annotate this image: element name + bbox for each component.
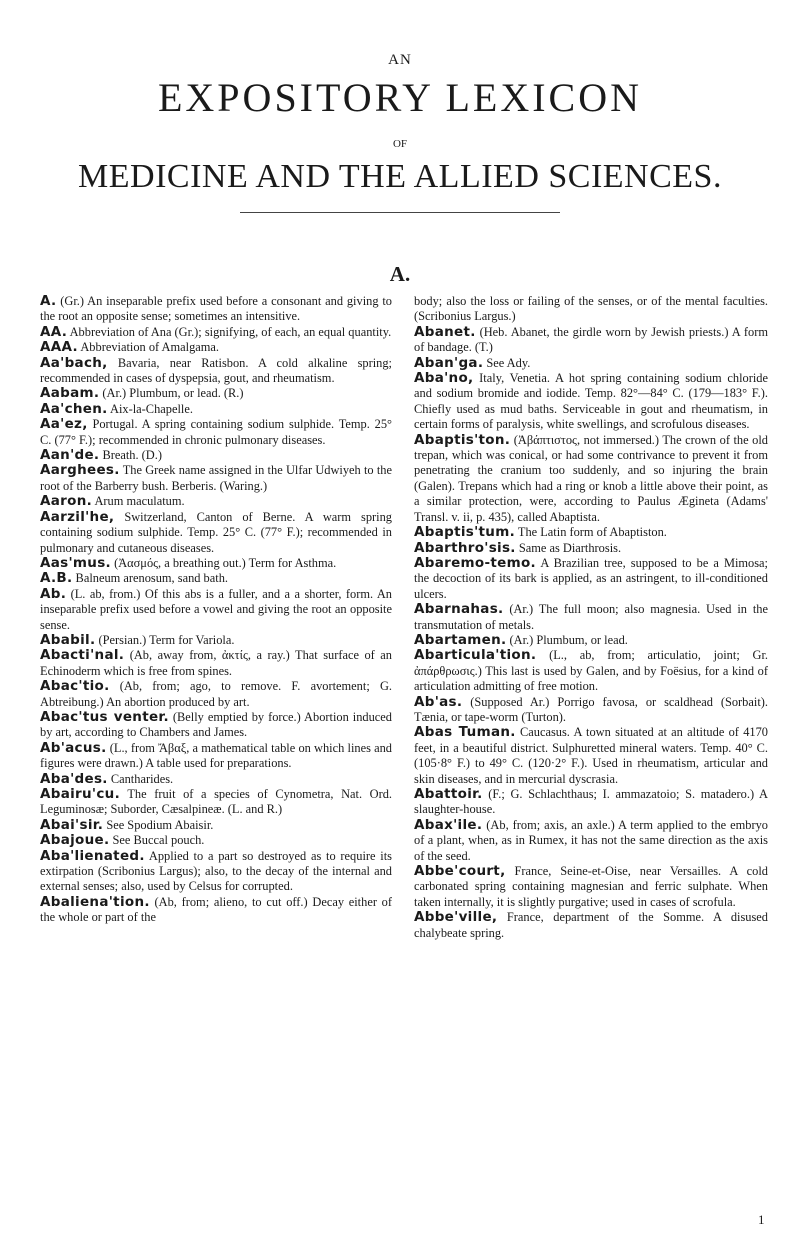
entry-definition: (Belly emptied by force.) Abortion induced by art, according to Chambers and James.: [40, 709, 393, 740]
dictionary-entry: [40, 494, 392, 509]
entry-headword: Ababil.: [40, 631, 96, 648]
dictionary-entry: [414, 695, 768, 726]
entry-definition: body; also the loss or failing of the senses, or of the mental faculties. (Scribonius Largus.): [414, 294, 768, 324]
entry-headword: Abairu'cu.: [40, 786, 120, 802]
entry-definition: See Ady.: [483, 355, 531, 370]
entry-headword: Abaremo-temo.: [414, 554, 536, 571]
entry-definition: (Supposed Ar.) Porrigo favosa, or scaldhead (Sorbait). Tænia, or tape-worm (Turton).: [414, 694, 768, 724]
dictionary-entry: [40, 294, 392, 325]
entry-definition: Bavaria, near Ratisbon. A cold alkaline spring; recommended in cases of dyspepsia, gout, and rheumatism.: [40, 355, 392, 386]
dictionary-entry: [40, 402, 392, 417]
entry-headword: Ab.: [40, 585, 67, 602]
entry-definition: Caucasus. A town situated at an altitude of 4170 feet, in a beautiful district. Sulphuretted mineral waters. Temp. 40° C. (105·8° F.) to 49° C. (120·2° F.). Used in rheumatism, articular and skin diseases, and in mercurial dyscrasia.: [414, 725, 768, 786]
entry-headword: Abarthro'sis.: [414, 539, 516, 556]
left-column: [40, 294, 392, 926]
dictionary-entry: [414, 725, 768, 787]
dictionary-entry: [40, 895, 392, 926]
entry-headword: Aba'no,: [414, 370, 474, 387]
entry-definition: Italy, Venetia. A hot spring containing sodium chloride and sodium bromide and iodide. Temp. 82°—84° C. (179—183° F.). Chiefly used as mud baths. Serviceable in gout and rheumatism, in certain forms of paralysis, white swellings, and scrofulous diseases.: [414, 371, 768, 432]
entry-headword: Ab'acus.: [40, 739, 107, 756]
dictionary-entry: [414, 910, 768, 941]
entry-definition: Switzerland, Canton of Berne. A warm spring containing sodium sulphide. Temp. 25° C. (77° F.); recommended in pulmonary and cutaneous diseases.: [40, 509, 392, 555]
dictionary-entry: [414, 294, 768, 325]
dictionary-entry: [40, 633, 392, 648]
entry-definition: France, department of the Somme. A disused chalybeate spring.: [414, 910, 768, 940]
dictionary-entry: [40, 772, 392, 787]
entry-definition: (Ab, from; ago, to remove. F. avortement; G. Abtreibung.) An abortion produced by art.: [40, 679, 392, 709]
dictionary-entry: [40, 710, 392, 741]
entry-headword: Aa'chen.: [40, 400, 108, 417]
section-letter: A.: [389, 262, 411, 286]
entry-headword: A.B.: [40, 570, 73, 587]
entry-headword: Abax'ile.: [414, 816, 483, 833]
title-rule: [240, 212, 560, 213]
entry-headword: Abac'tus venter.: [40, 708, 169, 725]
dictionary-entry: [40, 386, 392, 401]
entry-definition: France, Seine-et-Oise, near Versailles. A cold carbonated spring containing magnesian and ferric sulphate. When taken internally, it is slightly purgative; used in cases of scrofula.: [414, 864, 768, 909]
entry-headword: Abai'sir.: [40, 816, 104, 833]
dictionary-entry: [40, 741, 392, 772]
dictionary-entry: [40, 340, 392, 355]
entry-headword: Aa'ez,: [40, 416, 88, 433]
title-of: OF: [392, 138, 408, 150]
entry-definition: Balneum arenosum, sand bath.: [72, 571, 228, 586]
entry-definition: (Ar.) The full moon; also magnesia. Used in the transmutation of metals.: [414, 602, 768, 632]
entry-definition: (L., from Ἄβαξ, a mathematical table on which lines and figures were drawn.) A table used for preparations.: [40, 740, 392, 771]
entry-headword: Ab'as.: [414, 693, 463, 710]
entry-definition: The Latin form of Abaptiston.: [515, 525, 667, 540]
entry-headword: Aarghees.: [40, 462, 120, 479]
dictionary-entry: [40, 587, 392, 633]
dictionary-entry: [40, 556, 392, 571]
entry-definition: (Ab, away from, ἀκτίς, a ray.) That surface of an Echinoderm which is free from spines.: [40, 648, 392, 678]
dictionary-entry: [40, 463, 392, 494]
entry-headword: Abac'tio.: [40, 678, 110, 695]
entry-headword: Aban'ga.: [414, 354, 484, 371]
entry-definition: (Ἀβάπτιστος, not immersed.) The crown of the old trepan, which was conical, or had some contrivance to prevent it from penetrating the cranium too suddenly, and so injuring the brain (Galen). Trepans which had a ring or knob a little above their point, as a similar protection, were, according to Paulus Ægineta (Adams' Transl. v. ii, p. 435), called Abaptista.: [414, 432, 768, 524]
dictionary-entry: [414, 787, 768, 818]
entry-definition: Abbreviation of Ana (Gr.); signifying, of each, an equal quantity.: [67, 324, 392, 339]
entry-headword: Abartamen.: [414, 631, 507, 648]
dictionary-entry: [40, 787, 392, 818]
entry-definition: (Ab, from; alieno, to cut off.) Decay either of the whole or part of the: [40, 894, 392, 925]
dictionary-entry: [40, 325, 392, 340]
title-prefix: AN: [388, 52, 412, 68]
entry-definition: Aix-la-Chapelle.: [107, 401, 193, 416]
entry-headword: A.: [40, 293, 57, 309]
entry-definition: (Ab, from; axis, an axle.) A term applied to the embryo of a plant, when, as in Rumex, it has not the same direction as the axis of the seed.: [414, 817, 768, 863]
dictionary-entry: [40, 448, 392, 463]
entry-headword: Abbe'ville,: [414, 909, 498, 926]
dictionary-entry: [414, 525, 768, 540]
dictionary-entry: [40, 510, 392, 556]
entry-headword: Aabam.: [40, 385, 100, 402]
entry-headword: Abajoue.: [40, 832, 110, 849]
entry-definition: (Heb. Abanet, the girdle worn by Jewish priests.) A form of bandage. (T.): [414, 324, 768, 355]
dictionary-entry: [40, 648, 392, 679]
entry-headword: Abaptis'tum.: [414, 524, 515, 541]
title-line-2: MEDICINE AND THE ALLIED SCIENCES.: [78, 158, 722, 195]
dictionary-entry: [40, 571, 392, 586]
entry-headword: Abas Tuman.: [414, 724, 516, 741]
entry-definition: (Persian.) Term for Variola.: [95, 632, 235, 647]
entry-headword: Abacti'nal.: [40, 647, 125, 664]
entry-definition: (Ar.) Plumbum, or lead.: [506, 632, 628, 647]
entry-headword: Aa'bach,: [40, 354, 108, 371]
dictionary-entry: [40, 417, 392, 448]
entry-definition: (Ar.) Plumbum, or lead. (R.): [99, 386, 244, 401]
entry-headword: Abarticula'tion.: [414, 647, 537, 664]
entry-headword: Abbe'court,: [414, 863, 506, 880]
dictionary-entry: [414, 633, 768, 648]
dictionary-entry: [414, 818, 768, 864]
dictionary-entry: [414, 602, 768, 633]
entry-headword: Aan'de.: [40, 447, 100, 464]
entry-definition: Breath. (D.): [99, 448, 162, 463]
dictionary-entry: [40, 833, 392, 848]
entry-definition: See Buccal pouch.: [109, 833, 205, 848]
entry-headword: AAA.: [40, 339, 78, 356]
entry-headword: Aba'lienated.: [40, 847, 145, 864]
entry-headword: Abaliena'tion.: [40, 893, 150, 910]
entry-definition: (L., ab, from; articulatio, joint; Gr. ἀπάρθρωσις.) This last is used by Galen, and by Foësius, for a kind of articulation admitting of free motion.: [414, 648, 768, 694]
dictionary-entry: [40, 356, 392, 387]
entry-headword: AA.: [40, 323, 68, 340]
entry-definition: (Gr.) An inseparable prefix used before a consonant and giving to the root an opposite sense; sometimes an intensitive.: [40, 294, 392, 324]
dictionary-entry: [414, 433, 768, 525]
page-number: 1: [758, 1212, 765, 1227]
entry-definition: (F.; G. Schlachthaus; I. ammazatoio; S. matadero.) A slaughter-house.: [414, 787, 768, 817]
entry-headword: Aba'des.: [40, 770, 108, 787]
dictionary-entry: [414, 356, 768, 371]
entry-definition: Same as Diarthrosis.: [515, 540, 622, 555]
dictionary-entry: [40, 679, 392, 710]
entry-definition: Portugal. A spring containing sodium sulphide. Temp. 25° C. (77° F.); recommended in chronic pulmonary diseases.: [40, 417, 392, 447]
dictionary-entry: [414, 325, 768, 356]
entry-definition: A Brazilian tree, supposed to be a Mimosa; the decoction of its bark is applied, as an astringent, to ill-conditioned ulcers.: [414, 555, 768, 601]
entry-definition: (Ἀασμός, a breathing out.) Term for Asthma.: [110, 555, 337, 570]
entry-headword: Abattoir.: [414, 786, 483, 802]
dictionary-entry: [40, 818, 392, 833]
entry-headword: Aas'mus.: [40, 554, 111, 571]
entry-definition: Applied to a part so destroyed as to require its extirpation (Scribonius Largus); also, to the decay of the internal and external senses; also, used by Celsus for corrupted.: [40, 848, 392, 894]
entry-headword: Aaron.: [40, 493, 93, 510]
right-column: [414, 294, 768, 941]
entry-headword: Abanet.: [414, 323, 476, 340]
entry-definition: The Greek name assigned in the Ulfar Udwiyeh to the root of the Barberry bush. Berberis. (Waring.): [40, 463, 392, 493]
entry-definition: Arum maculatum.: [92, 494, 185, 509]
entry-headword: Abaptis'ton.: [414, 431, 511, 448]
entry-headword: Aarzil'he,: [40, 508, 115, 525]
entry-definition: The fruit of a species of Cynometra, Nat. Ord. Leguminosæ; Suborder, Cæsalpineæ. (L. and R.): [40, 787, 392, 817]
entry-definition: See Spodium Abaisir.: [103, 817, 214, 832]
dictionary-entry: [414, 648, 768, 694]
entry-definition: Abbreviation of Amalgama.: [77, 340, 220, 355]
entry-definition: Cantharides.: [107, 771, 174, 786]
title-line-1: EXPOSITORY LEXICON: [157, 75, 643, 120]
entry-headword: Abarnahas.: [414, 601, 504, 618]
entry-definition: (L. ab, from.) Of this abs is a fuller, and a a shorter, form. An inseparable prefix used before a vowel and giving the root an opposite sense.: [40, 586, 392, 632]
dictionary-entry: [40, 849, 392, 895]
dictionary-entry: [414, 864, 768, 910]
dictionary-entry: [414, 371, 768, 433]
dictionary-entry: [414, 541, 768, 556]
dictionary-entry: [414, 556, 768, 602]
